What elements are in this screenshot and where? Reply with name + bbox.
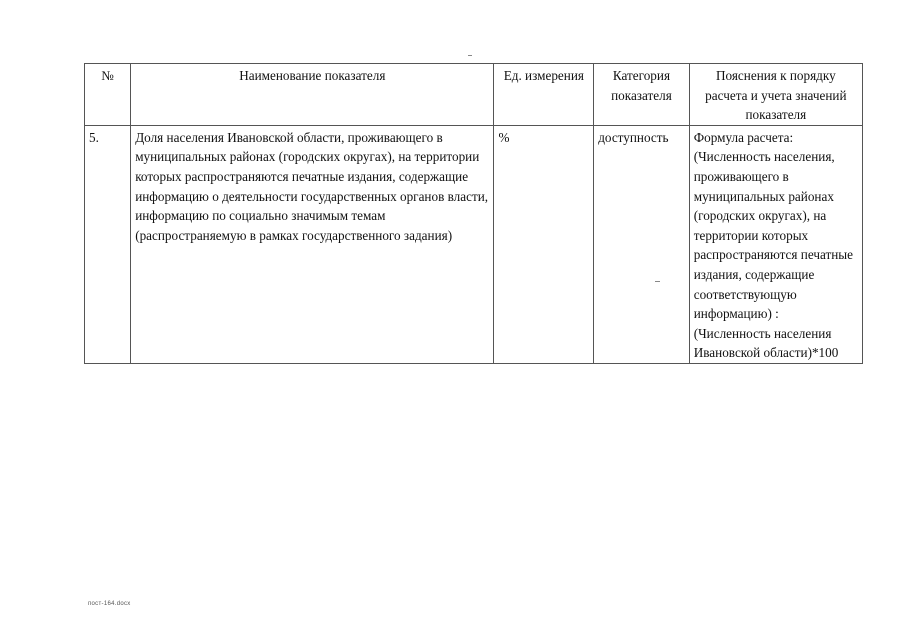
header-unit: Ед. измерения — [494, 64, 594, 126]
header-category: Категория показателя — [594, 64, 690, 126]
header-num: № — [85, 64, 131, 126]
footer-filename: пост-164.docx — [88, 601, 131, 607]
cell-name: Доля населения Ивановской области, проживающего в муниципальных районах (городских округах), на территории которых распространяются печатные издания, содержащие информацию о деятельности государственных органов власти, информацию по социально значимым темам (распространяемую в рамках государственного задания) — [131, 125, 494, 363]
scan-speck — [468, 55, 472, 56]
table-row — [85, 125, 863, 363]
cell-explanation: Формула расчета: (Численность населения, проживающего в муниципальных районах (городских округах), на территории которых распространяются печатные издания, содержащие соответствующую информацию) : (Численность населения Ивановской области)*100 — [689, 125, 862, 363]
header-row — [85, 64, 863, 126]
cell-num: 5. — [85, 125, 131, 363]
table-body — [85, 125, 863, 363]
table-header — [85, 64, 863, 126]
cell-category: доступность — [594, 125, 690, 363]
indicators-table — [84, 63, 863, 364]
cell-unit: % — [494, 125, 594, 363]
header-explanation: Пояснения к порядку расчета и учета значений показателя — [689, 64, 862, 126]
header-name: Наименование показателя — [131, 64, 494, 126]
scan-speck — [655, 281, 660, 282]
